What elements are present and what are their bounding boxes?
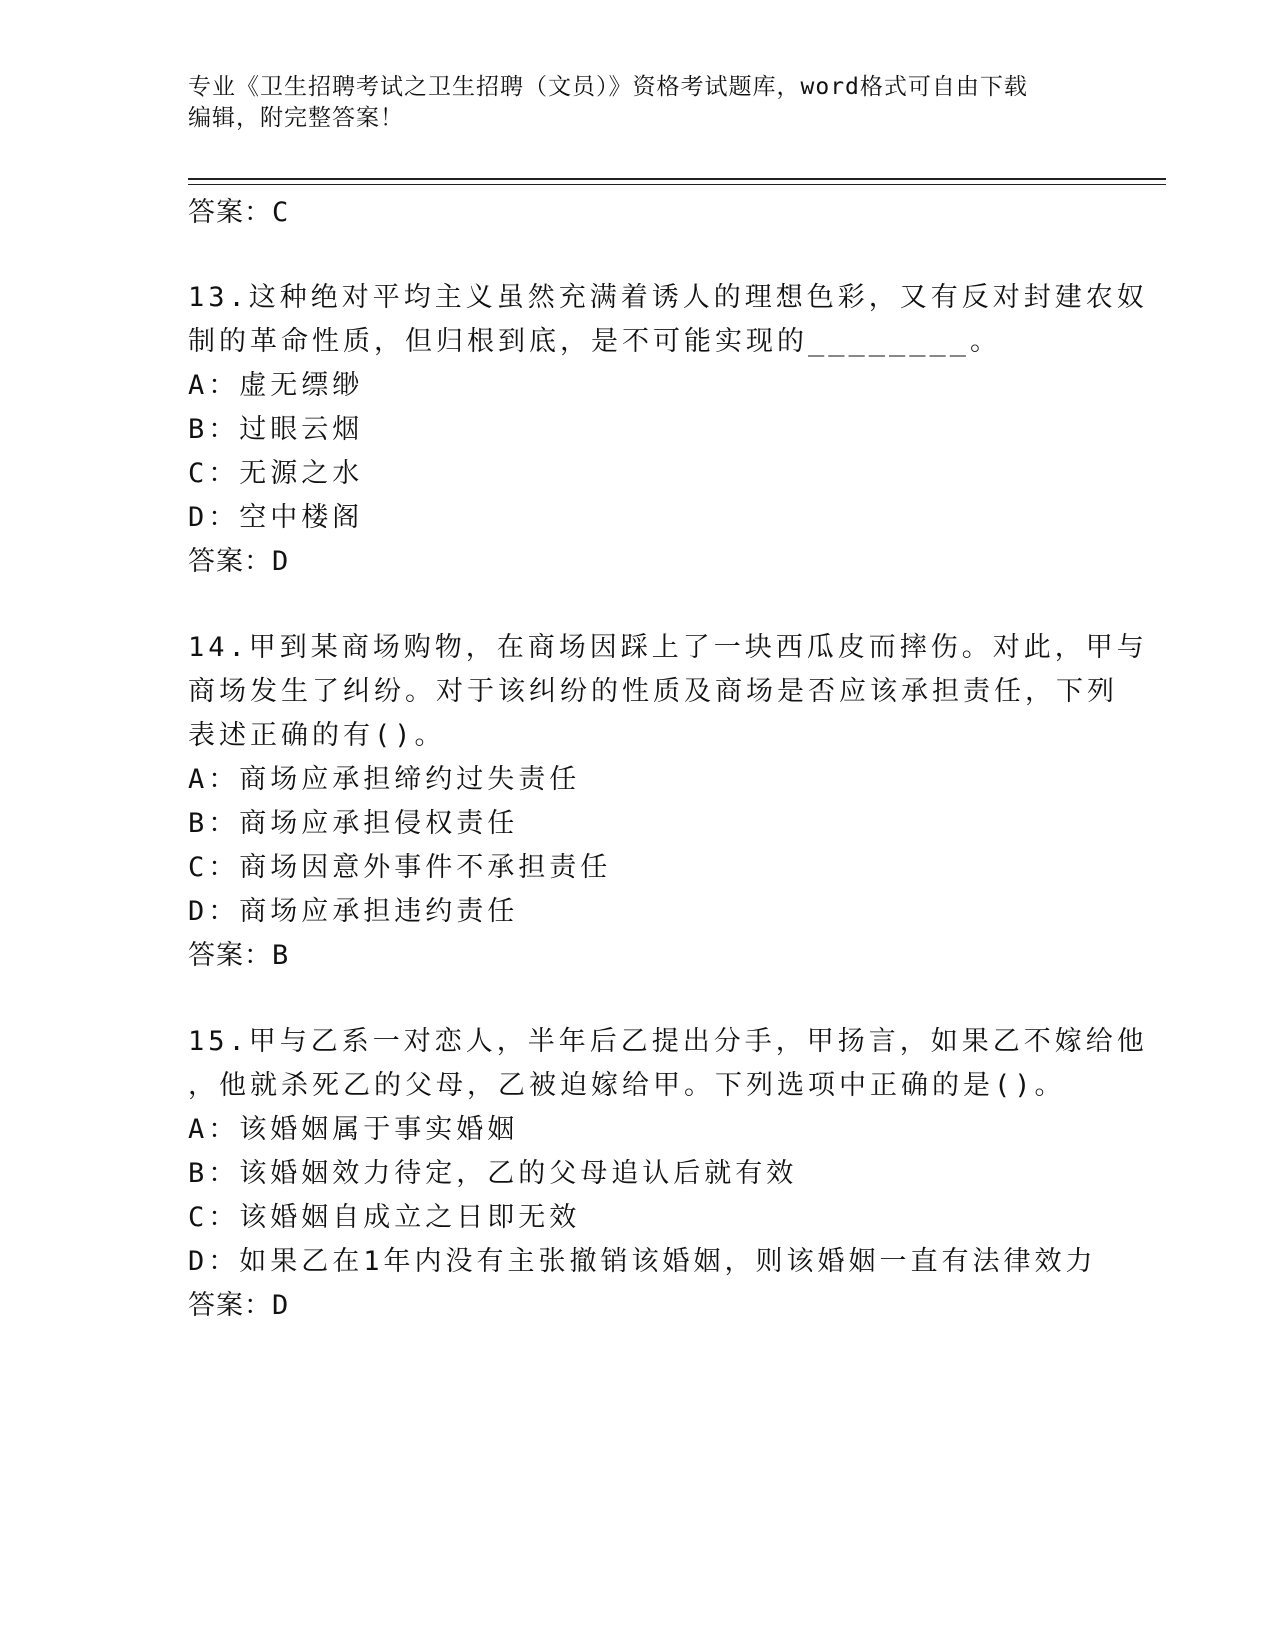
header-line-1: 专业《卫生招聘考试之卫生招聘（文员）》资格考试题库，word格式可自由下载 [188,74,1028,100]
answer-label: 答案： [188,546,272,577]
answer [188,933,289,972]
header-divider [188,178,1166,180]
header-line-2: 编辑，附完整答案！ [188,105,404,131]
document-header [188,72,1088,134]
question-stem-line: 商场发生了纠纷。对于该纠纷的性质及商场是否应该承担责任，下列 [188,676,1118,707]
question-stem-line: 表述正确的有()。 [188,720,446,751]
option-c: C：无源之水 [188,458,364,489]
option-b: B：商场应承担侵权责任 [188,808,519,839]
answer-value: C [272,197,290,228]
option-a: A：该婚姻属于事实婚姻 [188,1114,519,1145]
option-d: D：空中楼阁 [188,502,364,533]
option-b: B：该婚姻效力待定，乙的父母追认后就有效 [188,1158,798,1189]
option-a: A：虚无缥缈 [188,370,364,401]
option-d: D：商场应承担违约责任 [188,896,519,927]
option-d: D：如果乙在1年内没有主张撤销该婚姻，则该婚姻一直有法律效力 [188,1246,1097,1277]
answer [188,539,289,578]
answer-value: D [272,546,290,577]
header-divider-thin [188,184,1166,185]
answer-label: 答案： [188,1290,272,1321]
question-stem-line: 13.这种绝对平均主义虽然充满着诱人的理想色彩，又有反对封建农奴 [188,282,1148,313]
answer-value: D [272,1290,290,1321]
previous-answer [188,190,289,229]
option-a: A：商场应承担缔约过失责任 [188,764,581,795]
answer-label: 答案： [188,197,272,228]
question-stem-line: ，他就杀死乙的父母，乙被迫嫁给甲。下列选项中正确的是()。 [188,1070,1066,1101]
answer-value: B [272,940,290,971]
option-b: B：过眼云烟 [188,414,364,445]
question-stem-line: 制的革命性质，但归根到底，是不可能实现的________。 [188,326,1002,357]
option-c: C：该婚姻自成立之日即无效 [188,1202,581,1233]
answer [188,1283,289,1322]
answer-label: 答案： [188,940,272,971]
question-stem-line: 15.甲与乙系一对恋人，半年后乙提出分手，甲扬言，如果乙不嫁给他 [188,1026,1148,1057]
option-c: C：商场因意外事件不承担责任 [188,852,612,883]
question-stem-line: 14.甲到某商场购物，在商场因踩上了一块西瓜皮而摔伤。对此，甲与 [188,632,1148,663]
